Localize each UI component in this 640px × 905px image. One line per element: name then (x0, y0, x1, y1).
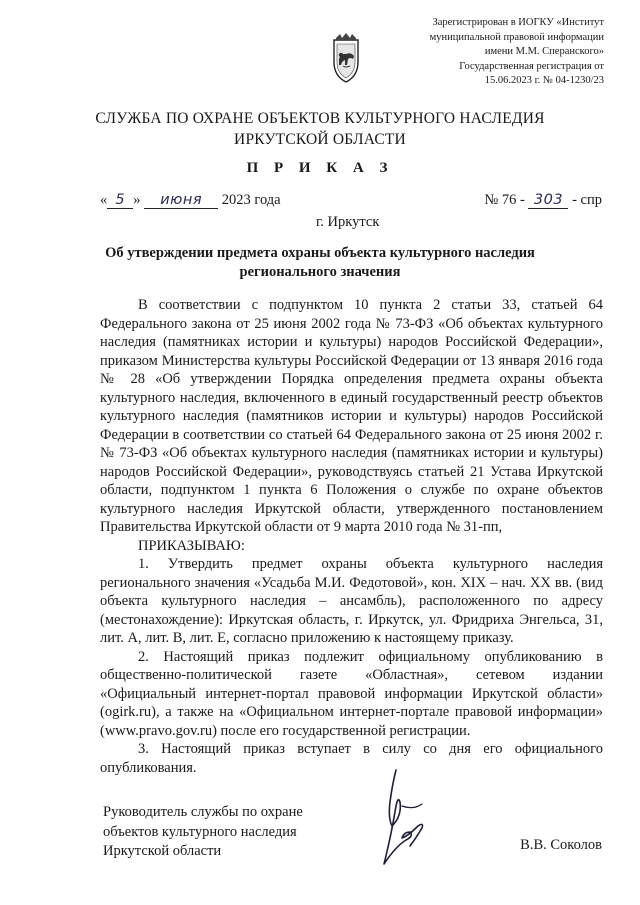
signatory-position-line: Руководитель службы по охране (103, 804, 303, 820)
preamble-paragraph: В соответствии с подпунктом 10 пункта 2 статьи 33, статьей 64 Федерального закона от 25 июня 2002 года № 73-ФЗ «Об объектах культурного наследия (памятниках истории и культуры) народов Российской Федерации», приказом Министерства культуры Российской Федерации от 13 января 2016 года № 28 «Об утверждении Порядка определения предмета охраны объекта культурного наследия, включенного в единый государственный реестр объектов культурного наследия (памятников истории и культуры) народов Российской Федерации в соответствии со статьей 64 Федерального закона от 25 июня 2002 г. № 73-ФЗ «Об объектах культурного наследия (памятниках истории и культуры) народов Российской Федерации», руководствуясь статьей 21 Устава Иркутской области, подпунктом 1 пункта 6 Положения о службе по охране объектов культурного наследия Иркутской области, утвержденного постановлением Правительства Иркутской области от 9 марта 2010 года № 31-пп, (100, 297, 603, 535)
order-number-handwritten: 303 (528, 192, 568, 209)
registration-note-line: Государственная регистрация от (459, 60, 604, 72)
signatory-position-line: объектов культурного наследия (103, 823, 297, 840)
order-subject-line: Об утверждении предмета охраны объекта культурного наследия (105, 245, 535, 261)
order-number-prefix: № 76 - (484, 192, 525, 208)
city: г. Иркутск (316, 214, 380, 230)
signatory-position (103, 803, 303, 862)
order-subject (70, 244, 570, 282)
date-day: 5 (107, 192, 133, 209)
order-item: 1. Утвердить предмет охраны объекта культурного наследия регионального значения «Усадьба М.И. Федотовой», кон. XIX – нач. XX вв. (вид объекта культурного наследия – ансамбль), расположенного по адресу (местонахождение): Иркутская область, г. Иркутск, ул. Фридриха Энгельса, 31, лит. А, лит. В, лит. Е, согласно приложению к настоящему приказу. (100, 556, 603, 646)
date-close-quote: » (133, 192, 141, 208)
irkutsk-coat-of-arms-icon (326, 32, 366, 84)
signer-name: В.В. Соколов (520, 837, 602, 853)
order-item: 2. Настоящий приказ подлежит официальному опубликованию в общественно-политической газете «Областная», сетевом издании «Официальный интернет-портал правовой информации Иркутской области» (ogirk.ru), а также на «Официальном интернет-портале правовой информации» (www.pravo.gov.ru) после его государственной регистрации. (100, 648, 603, 739)
signatory-position-line: Иркутской области (103, 843, 222, 859)
agency-name (0, 108, 640, 150)
order-subject-line: регионального значения (239, 264, 401, 280)
order-number-suffix: - спр (572, 192, 602, 208)
registration-note (364, 16, 604, 89)
date-open-quote: « (100, 192, 108, 208)
handwritten-signature-icon (362, 766, 442, 871)
date-month: июня (144, 192, 218, 209)
agency-name-line: ИРКУТСКОЙ ОБЛАСТИ (234, 131, 406, 148)
order-date (100, 192, 281, 209)
order-body (100, 296, 603, 777)
registration-note-line: имени М.М. Сперанского» (484, 46, 604, 57)
order-number (484, 192, 602, 209)
registration-note-line: Зарегистрирован в ИОГКУ «Институт (432, 17, 604, 28)
date-year: 2023 года (221, 192, 281, 208)
document-title: П Р И К А З (246, 160, 394, 176)
registration-note-line: 15.06.2023 г. № 04-1230/23 (484, 75, 604, 86)
order-directive-word: ПРИКАЗЫВАЮ: (138, 537, 245, 554)
registration-note-line: муниципальной правовой информации (429, 31, 604, 43)
agency-name-line: СЛУЖБА ПО ОХРАНЕ ОБЪЕКТОВ КУЛЬТУРНОГО НАСЛЕДИЯ (95, 110, 545, 127)
order-item: 3. Настоящий приказ вступает в силу со дня его официального опубликования. (100, 741, 603, 776)
